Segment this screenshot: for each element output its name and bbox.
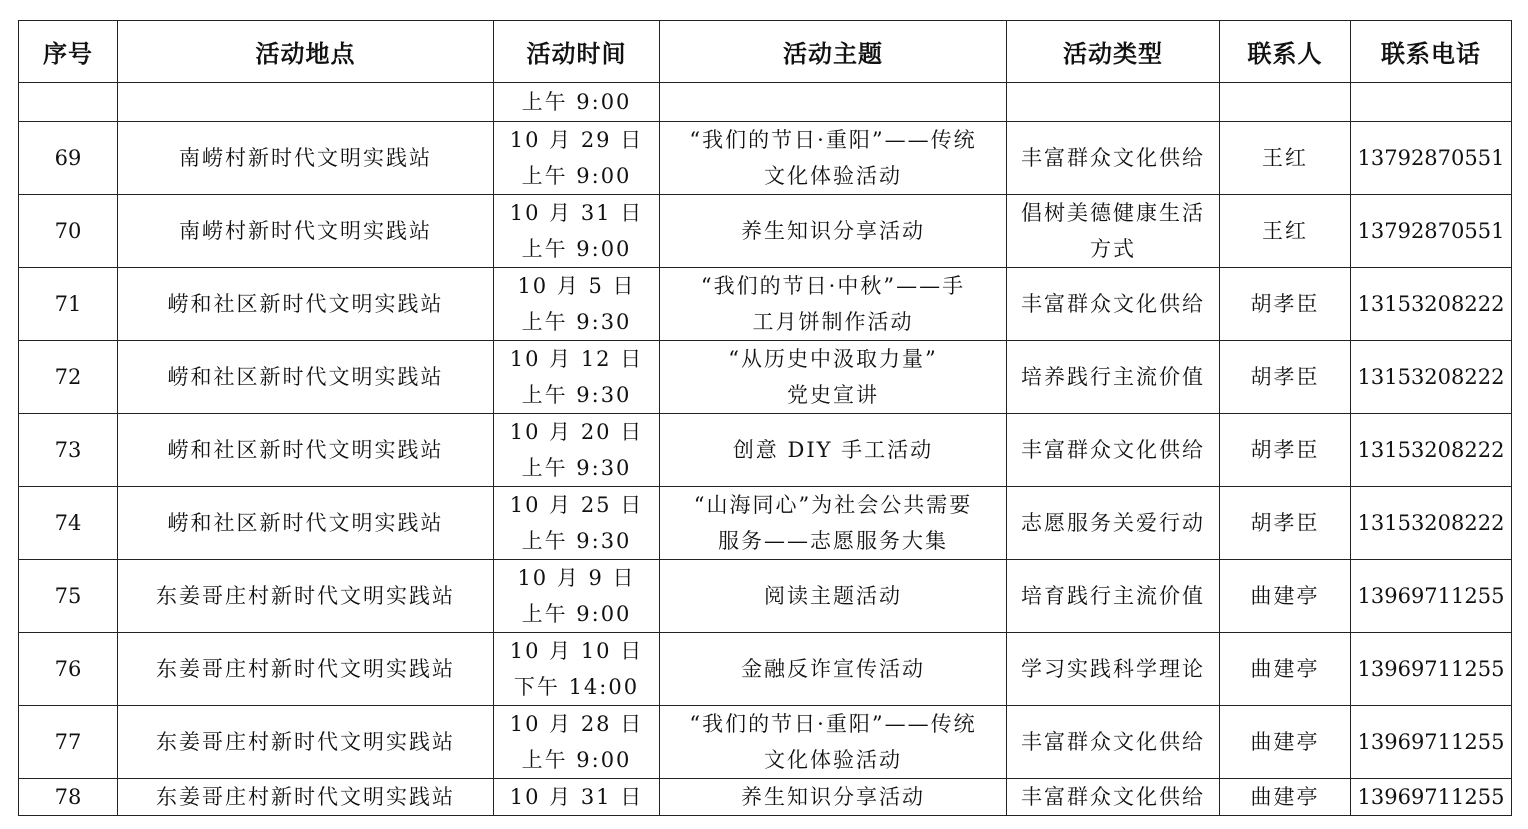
col-header-place: 活动地点 bbox=[118, 21, 494, 83]
topic-line: 金融反诈宣传活动 bbox=[741, 657, 925, 681]
cell-topic bbox=[660, 83, 1007, 122]
cell-time bbox=[494, 195, 660, 268]
type-line: 培养践行主流价值 bbox=[1021, 365, 1205, 389]
topic-line: 文化体验活动 bbox=[764, 748, 902, 772]
col-header-topic: 活动主题 bbox=[660, 21, 1007, 83]
cell-phone: 13153208222 bbox=[1351, 487, 1512, 560]
activity-table bbox=[18, 20, 1512, 816]
cell-time bbox=[494, 268, 660, 341]
cell-no: 72 bbox=[19, 341, 118, 414]
cell-topic bbox=[660, 487, 1007, 560]
cell-contact: 曲建亭 bbox=[1220, 779, 1351, 816]
cell-phone: 13153208222 bbox=[1351, 414, 1512, 487]
cell-type bbox=[1007, 268, 1220, 341]
type-line: 方式 bbox=[1090, 237, 1136, 261]
topic-line: 养生知识分享活动 bbox=[741, 785, 925, 809]
time-line: 10 月 25 日 bbox=[509, 493, 644, 517]
col-header-contact: 联系人 bbox=[1220, 21, 1351, 83]
topic-line: 党史宣讲 bbox=[787, 383, 879, 407]
cell-no: 74 bbox=[19, 487, 118, 560]
topic-line: “山海同心”为社会公共需要 bbox=[693, 493, 973, 517]
cell-place: 崂和社区新时代文明实践站 bbox=[118, 487, 494, 560]
type-line: 丰富群众文化供给 bbox=[1021, 785, 1205, 809]
topic-line: 文化体验活动 bbox=[764, 164, 902, 188]
cell-place: 东姜哥庄村新时代文明实践站 bbox=[118, 706, 494, 779]
cell-phone: 13969711255 bbox=[1351, 560, 1512, 633]
time-line: 10 月 28 日 bbox=[509, 712, 644, 736]
col-header-time: 活动时间 bbox=[494, 21, 660, 83]
topic-line: “我们的节日·重阳”——传统 bbox=[689, 128, 977, 152]
cell-time bbox=[494, 560, 660, 633]
cell-topic bbox=[660, 779, 1007, 816]
type-line: 培育践行主流价值 bbox=[1021, 584, 1205, 608]
cell-contact: 曲建亭 bbox=[1220, 633, 1351, 706]
cell-type bbox=[1007, 633, 1220, 706]
table-row bbox=[19, 487, 1512, 560]
time-line: 10 月 10 日 bbox=[509, 639, 644, 663]
time-line: 下午 14:00 bbox=[513, 675, 640, 699]
activity-schedule-sheet bbox=[18, 20, 1511, 816]
type-line: 志愿服务关爱行动 bbox=[1021, 511, 1205, 535]
cell-type bbox=[1007, 487, 1220, 560]
cell-topic bbox=[660, 633, 1007, 706]
cell-place: 南崂村新时代文明实践站 bbox=[118, 122, 494, 195]
cell-time bbox=[494, 779, 660, 816]
cell-contact: 胡孝臣 bbox=[1220, 487, 1351, 560]
cell-contact: 王红 bbox=[1220, 195, 1351, 268]
cell-contact: 曲建亭 bbox=[1220, 706, 1351, 779]
cell-phone: 13792870551 bbox=[1351, 195, 1512, 268]
cell-type bbox=[1007, 414, 1220, 487]
cell-contact: 胡孝臣 bbox=[1220, 341, 1351, 414]
cell-time bbox=[494, 487, 660, 560]
time-line: 上午 9:00 bbox=[521, 237, 632, 261]
time-line: 上午 9:00 bbox=[521, 748, 632, 772]
table-row bbox=[19, 341, 1512, 414]
table-row bbox=[19, 779, 1512, 816]
time-line: 上午 9:30 bbox=[521, 383, 632, 407]
cell-place: 崂和社区新时代文明实践站 bbox=[118, 341, 494, 414]
table-row bbox=[19, 633, 1512, 706]
cell-type bbox=[1007, 779, 1220, 816]
topic-line: 服务——志愿服务大集 bbox=[718, 529, 948, 553]
cell-no: 73 bbox=[19, 414, 118, 487]
cell-place bbox=[118, 83, 494, 122]
cell-phone: 13153208222 bbox=[1351, 268, 1512, 341]
topic-line: 工月饼制作活动 bbox=[752, 310, 914, 334]
cell-time bbox=[494, 122, 660, 195]
cell-type bbox=[1007, 122, 1220, 195]
cell-topic bbox=[660, 268, 1007, 341]
cell-contact: 曲建亭 bbox=[1220, 560, 1351, 633]
time-line: 10 月 31 日 bbox=[509, 785, 644, 809]
cell-type bbox=[1007, 706, 1220, 779]
cell-type bbox=[1007, 83, 1220, 122]
type-line: 丰富群众文化供给 bbox=[1021, 292, 1205, 316]
cell-place: 崂和社区新时代文明实践站 bbox=[118, 414, 494, 487]
col-header-phone: 联系电话 bbox=[1351, 21, 1512, 83]
cell-no: 75 bbox=[19, 560, 118, 633]
cell-contact bbox=[1220, 83, 1351, 122]
cell-place: 崂和社区新时代文明实践站 bbox=[118, 268, 494, 341]
cell-time bbox=[494, 83, 660, 122]
cell-topic bbox=[660, 560, 1007, 633]
cell-place: 东姜哥庄村新时代文明实践站 bbox=[118, 633, 494, 706]
cell-phone: 13969711255 bbox=[1351, 633, 1512, 706]
time-line: 10 月 12 日 bbox=[509, 347, 644, 371]
time-line: 上午 9:30 bbox=[521, 529, 632, 553]
cell-no: 70 bbox=[19, 195, 118, 268]
time-line: 上午 9:30 bbox=[521, 456, 632, 480]
cell-type bbox=[1007, 560, 1220, 633]
type-line: 丰富群众文化供给 bbox=[1021, 146, 1205, 170]
cell-phone bbox=[1351, 83, 1512, 122]
type-line: 倡树美德健康生活 bbox=[1021, 201, 1205, 225]
cell-no bbox=[19, 83, 118, 122]
type-line: 丰富群众文化供给 bbox=[1021, 730, 1205, 754]
table-row bbox=[19, 195, 1512, 268]
time-line: 10 月 20 日 bbox=[509, 420, 644, 444]
cell-topic bbox=[660, 341, 1007, 414]
cell-phone: 13792870551 bbox=[1351, 122, 1512, 195]
time-line: 10 月 31 日 bbox=[509, 201, 644, 225]
cell-contact: 胡孝臣 bbox=[1220, 268, 1351, 341]
cell-topic bbox=[660, 195, 1007, 268]
time-line: 上午 9:30 bbox=[521, 310, 632, 334]
time-line: 10 月 9 日 bbox=[517, 566, 636, 590]
table-row bbox=[19, 268, 1512, 341]
time-line: 上午 9:00 bbox=[521, 90, 632, 114]
cell-contact: 王红 bbox=[1220, 122, 1351, 195]
continuation-row bbox=[19, 83, 1512, 122]
cell-time bbox=[494, 341, 660, 414]
cell-phone: 13969711255 bbox=[1351, 779, 1512, 816]
topic-line: “我们的节日·中秋”——手 bbox=[700, 274, 966, 298]
cell-type bbox=[1007, 341, 1220, 414]
cell-topic bbox=[660, 706, 1007, 779]
time-line: 上午 9:00 bbox=[521, 164, 632, 188]
topic-line: 创意 DIY 手工活动 bbox=[732, 438, 934, 462]
cell-no: 69 bbox=[19, 122, 118, 195]
time-line: 上午 9:00 bbox=[521, 602, 632, 626]
table-row bbox=[19, 560, 1512, 633]
col-header-no: 序号 bbox=[19, 21, 118, 83]
cell-no: 77 bbox=[19, 706, 118, 779]
topic-line: “我们的节日·重阳”——传统 bbox=[689, 712, 977, 736]
cell-type bbox=[1007, 195, 1220, 268]
cell-phone: 13969711255 bbox=[1351, 706, 1512, 779]
table-row bbox=[19, 414, 1512, 487]
type-line: 学习实践科学理论 bbox=[1021, 657, 1205, 681]
cell-topic bbox=[660, 122, 1007, 195]
cell-no: 71 bbox=[19, 268, 118, 341]
time-line: 10 月 5 日 bbox=[517, 274, 636, 298]
cell-no: 78 bbox=[19, 779, 118, 816]
table-row bbox=[19, 122, 1512, 195]
cell-no: 76 bbox=[19, 633, 118, 706]
topic-line: “从历史中汲取力量” bbox=[728, 347, 938, 371]
type-line: 丰富群众文化供给 bbox=[1021, 438, 1205, 462]
cell-topic bbox=[660, 414, 1007, 487]
header-row bbox=[19, 21, 1512, 83]
cell-contact: 胡孝臣 bbox=[1220, 414, 1351, 487]
cell-place: 东姜哥庄村新时代文明实践站 bbox=[118, 560, 494, 633]
cell-phone: 13153208222 bbox=[1351, 341, 1512, 414]
cell-place: 南崂村新时代文明实践站 bbox=[118, 195, 494, 268]
col-header-type: 活动类型 bbox=[1007, 21, 1220, 83]
cell-time bbox=[494, 706, 660, 779]
topic-line: 养生知识分享活动 bbox=[741, 219, 925, 243]
table-row bbox=[19, 706, 1512, 779]
cell-time bbox=[494, 414, 660, 487]
topic-line: 阅读主题活动 bbox=[764, 584, 902, 608]
cell-time bbox=[494, 633, 660, 706]
cell-place: 东姜哥庄村新时代文明实践站 bbox=[118, 779, 494, 816]
time-line: 10 月 29 日 bbox=[509, 128, 644, 152]
